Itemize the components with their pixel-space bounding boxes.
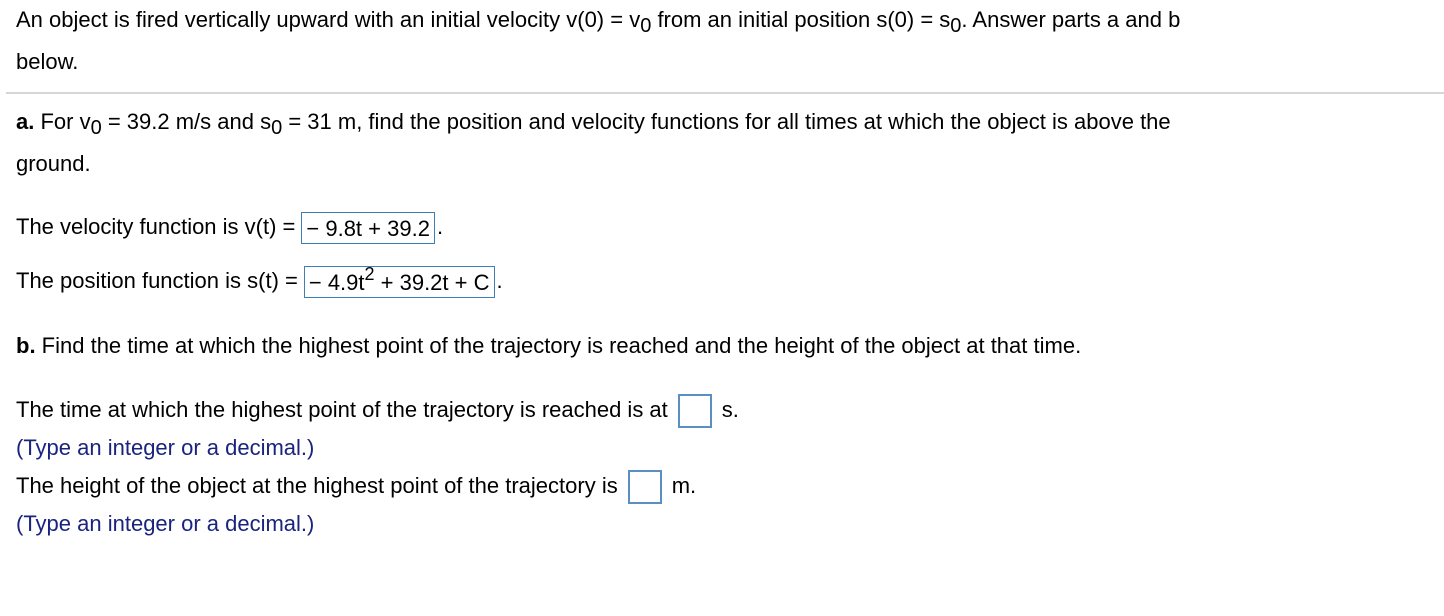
position-answer-b: + 39.2t + C [374, 270, 490, 296]
time-input[interactable] [678, 394, 712, 428]
part-a-text-1: For v [34, 109, 91, 134]
intro-text-2: from an initial position s(0) = s [651, 7, 951, 32]
part-a-text-2: = 39.2 m/s and s [101, 109, 272, 134]
position-answer-exp: 2 [364, 264, 375, 285]
intro-text-3: . Answer parts a and b [961, 7, 1181, 32]
intro-sub-s: 0 [950, 15, 962, 37]
intro-sub-v: 0 [640, 15, 652, 37]
part-b-line [16, 332, 1081, 360]
position-answer-a: − 4.9t [308, 270, 365, 296]
intro-text-4: below. [16, 49, 79, 74]
time-hint-text: (Type an integer or a decimal.) [16, 435, 315, 460]
time-prefix: The time at which the highest point of the trajectory is reached is at [16, 397, 668, 422]
height-input[interactable] [628, 470, 662, 504]
part-a-text-3: = 31 m, find the position and velocity functions for all times at which the object is above the [282, 109, 1171, 134]
height-prefix: The height of the object at the highest point of the trajectory is [16, 473, 618, 498]
position-period: . [496, 268, 503, 293]
intro-line-2 [16, 48, 78, 76]
part-a-sub-v: 0 [90, 117, 102, 139]
time-hint [16, 434, 314, 462]
height-hint [16, 510, 314, 538]
height-row [16, 468, 696, 504]
part-a-label: a. [16, 109, 35, 134]
time-row [16, 392, 739, 428]
position-answer-box[interactable] [304, 266, 495, 298]
velocity-row [16, 210, 443, 244]
part-a-text-4: ground. [16, 151, 91, 176]
height-hint-text: (Type an integer or a decimal.) [16, 511, 315, 536]
part-a-sub-s: 0 [271, 117, 283, 139]
part-b-label: b. [16, 333, 36, 358]
time-unit: s. [721, 397, 739, 422]
velocity-answer: − 9.8t + 39.2 [306, 216, 430, 242]
velocity-period: . [436, 214, 444, 239]
intro-line-1 [16, 6, 1181, 37]
velocity-answer-box[interactable] [301, 212, 435, 244]
position-prefix: The position function is s(t) = [16, 268, 298, 293]
height-unit: m. [671, 473, 697, 498]
section-divider [6, 92, 1444, 94]
velocity-prefix: The velocity function is v(t) = [16, 214, 296, 239]
position-row [16, 264, 503, 298]
part-b-text: Find the time at which the highest point of the trajectory is reached and the height of the object at that time. [35, 333, 1082, 358]
part-a-line-2 [16, 150, 91, 178]
part-a-line-1 [16, 108, 1171, 139]
intro-text-1: An object is fired vertically upward with an initial velocity v(0) = v [16, 7, 641, 32]
